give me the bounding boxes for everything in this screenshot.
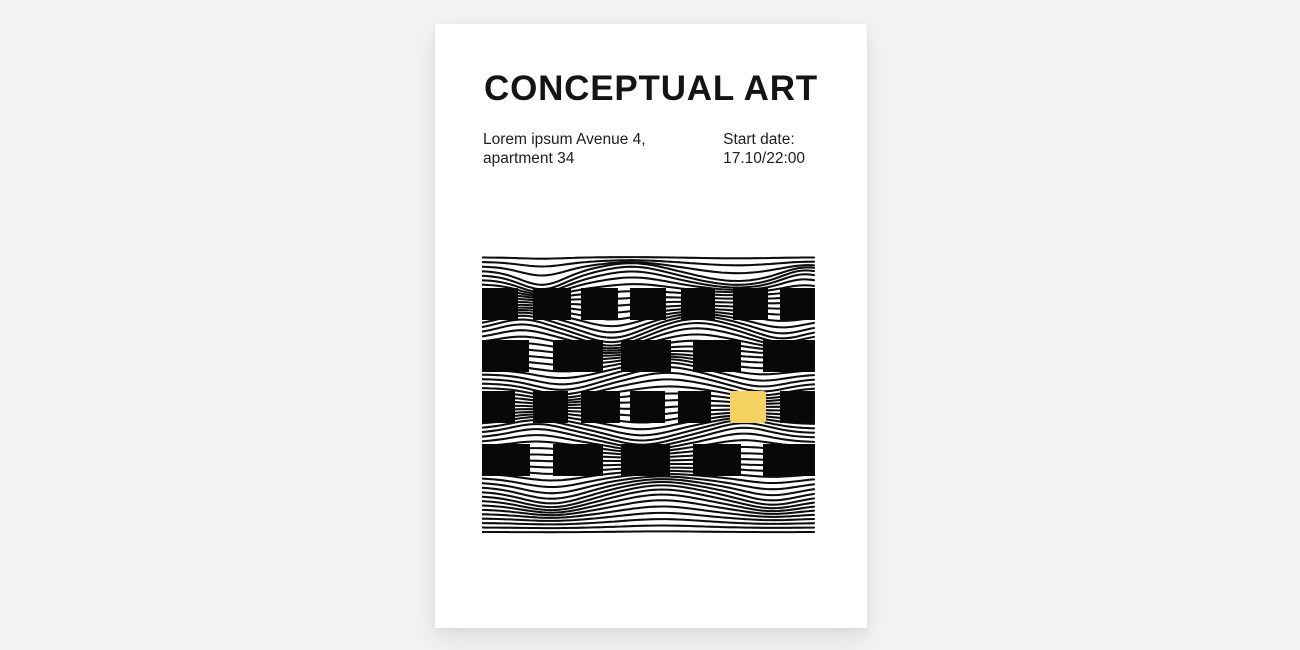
poster-title: CONCEPTUAL ART — [484, 69, 818, 108]
black-block — [482, 340, 529, 372]
info-row — [483, 130, 819, 168]
address-line-1: Lorem ipsum Avenue 4, — [483, 131, 646, 148]
black-block — [733, 288, 768, 320]
start-date-block — [723, 130, 805, 168]
op-art-stripes-svg — [482, 255, 815, 537]
black-block — [780, 391, 815, 423]
start-date-label: Start date: — [723, 131, 795, 148]
black-block — [681, 288, 715, 320]
black-block — [553, 444, 603, 476]
stripe-line — [482, 526, 814, 529]
black-block — [482, 288, 518, 320]
black-block — [693, 340, 741, 372]
black-block — [693, 444, 741, 476]
black-block — [630, 391, 665, 423]
black-block — [780, 288, 815, 320]
stripe-line — [482, 257, 814, 259]
black-block — [482, 391, 515, 423]
op-art-graphic — [482, 255, 815, 537]
black-block — [581, 288, 618, 320]
black-block — [533, 288, 571, 320]
black-block — [763, 340, 815, 372]
black-block — [630, 288, 666, 320]
black-block — [581, 391, 620, 423]
address-line-2: apartment 34 — [483, 150, 575, 167]
black-block — [678, 391, 711, 423]
highlight-block — [730, 391, 766, 423]
black-block — [553, 340, 603, 372]
black-block — [621, 444, 670, 476]
black-block — [621, 340, 671, 372]
poster — [435, 24, 867, 628]
stripe-line — [482, 531, 814, 532]
start-date-value: 17.10/22:00 — [723, 150, 805, 167]
black-block — [482, 444, 530, 476]
address-block — [483, 130, 646, 168]
black-block — [533, 391, 568, 423]
black-block — [763, 444, 815, 476]
